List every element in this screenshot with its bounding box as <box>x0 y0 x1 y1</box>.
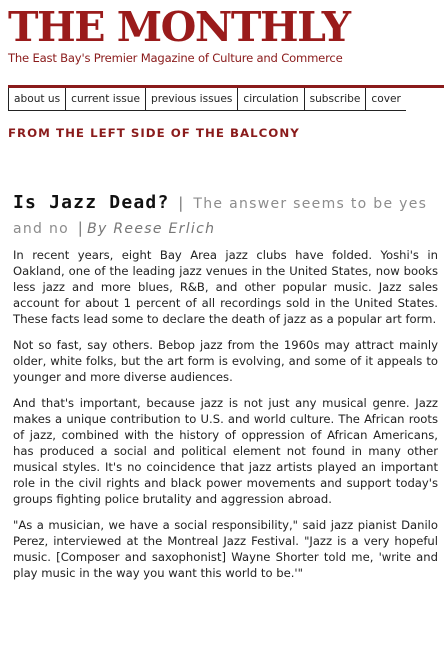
article-title: Is Jazz Dead? <box>13 192 170 213</box>
nav-item-subscribe[interactable]: subscribe <box>304 88 366 111</box>
section-title: FROM THE LEFT SIDE OF THE BALCONY <box>8 126 300 140</box>
byline-separator: | <box>77 219 85 237</box>
nav-item-about-us[interactable]: about us <box>8 88 65 111</box>
article-paragraph: Not so fast, say others. Bebop jazz from the 1960s may attract mainly older, white folks, but the art form is evolving, and some of it appeals to younger and more diverse audiences. <box>13 338 438 384</box>
article-paragraph: "As a musician, we have a social responsibility," said jazz pianist Danilo Perez, interviewed at the Montreal Jazz Festival. "Jazz is a very hopeful music. [Composer and saxophonist] Wayne Shorter told me, 'write and play music in the way you want this world to be.'" <box>13 518 438 580</box>
article-paragraph: And that's important, because jazz is not just any musical genre. Jazz makes a unique contribution to U.S. and world culture. The African roots of jazz, combined with the history of oppression of African Americans, has produced a social and political element not found in many other musical styles. It's no coincidence that jazz artists played an important role in the civil rights and black power movements and support today's groups fighting police brutality and aggression abroad. <box>13 396 438 506</box>
masthead-title[interactable]: THE MONTHLY <box>8 3 350 51</box>
masthead-tagline: The East Bay's Premier Magazine of Culture and Commerce <box>8 51 343 65</box>
article-paragraph: In recent years, eight Bay Area jazz clubs have folded. Yoshi's in Oakland, one of the leading jazz venues in the United States, now books less jazz and more blues, R&B, and other popular music. Jazz sales account for about 1 percent of all recordings sold in the United States. These facts lead some to declare the death of jazz as a popular art form. <box>13 248 438 326</box>
article-byline: By Reese Erlich <box>87 221 216 237</box>
nav-item-cover[interactable]: cover <box>365 88 405 111</box>
article-headline <box>13 191 438 241</box>
article-subtitle: The answer seems to be yes and no <box>13 196 428 237</box>
nav-item-current-issue[interactable]: current issue <box>65 88 145 111</box>
title-separator: | <box>178 194 185 212</box>
nav-bar <box>8 85 444 113</box>
nav-item-circulation[interactable]: circulation <box>237 88 303 111</box>
article-body <box>13 247 438 591</box>
nav-item-previous-issues[interactable]: previous issues <box>145 88 237 111</box>
